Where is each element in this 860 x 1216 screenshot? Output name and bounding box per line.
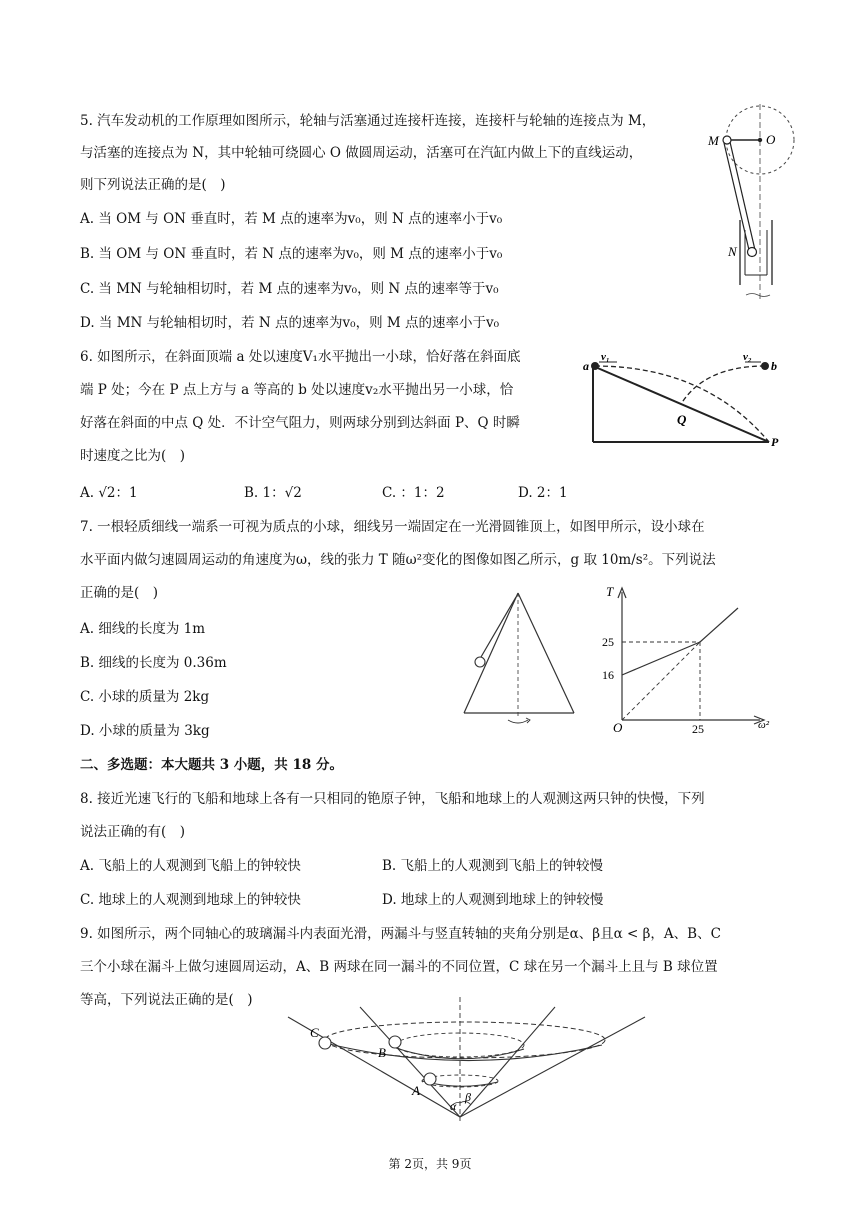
q7-stem-line-3: 正确的是( )	[80, 585, 159, 601]
q6-incline-figure	[585, 350, 785, 450]
q5-option-b: B. 当 OM 与 ON 垂直时，若 N 点的速率为v₀，则 M 点的速率小于v₀	[80, 246, 503, 262]
q5-option-c: C. 当 MN 与轮轴相切时，若 M 点的速率为v₀，则 N 点的速率等于v₀	[80, 281, 499, 297]
q6-stem-line-1: 6. 如图所示，在斜面顶端 a 处以速度V₁水平抛出一小球，恰好落在斜面底	[80, 349, 521, 365]
q6-option-b: B. 1：√2	[244, 485, 302, 501]
q9-funnel-figure	[280, 995, 660, 1125]
q9-label-a: A	[412, 1083, 420, 1098]
q6-label-v1: v₁	[601, 351, 610, 363]
q6-label-p: P	[771, 435, 779, 449]
q5-engine-figure	[700, 100, 805, 310]
q5-label-n: N	[728, 244, 737, 259]
q7-option-b: B. 细线的长度为 0.36m	[80, 655, 227, 671]
q6-label-b: b	[771, 359, 777, 373]
q9-stem-line-3: 等高，下列说法正确的是( )	[80, 992, 253, 1008]
q7-option-d: D. 小球的质量为 3kg	[80, 723, 210, 739]
q6-label-a: a	[583, 359, 589, 373]
q8-option-c: C. 地球上的人观测到地球上的钟较快	[80, 892, 301, 908]
q7-cone-figure	[460, 585, 580, 730]
q6-option-d: D. 2：1	[518, 485, 568, 501]
page-number: 第 2页，共 9页	[388, 1157, 472, 1171]
q5-label-o: O	[766, 132, 776, 147]
q7-graph-tick-25-y: 25	[602, 635, 614, 649]
q9-label-beta: β	[465, 1090, 471, 1104]
q7-graph-x-label: ω²	[758, 719, 770, 731]
q6-stem-line-4: 时速度之比为( )	[80, 448, 186, 464]
q5-label-m: M	[708, 133, 719, 148]
q7-option-c: C. 小球的质量为 2kg	[80, 689, 210, 705]
q7-graph-y-label: T	[606, 584, 614, 599]
q7-graph-tick-25-x: 25	[692, 722, 704, 736]
q9-label-b: B	[378, 1045, 386, 1060]
q6-stem-line-3: 好落在斜面的中点 Q 处．不计空气阻力，则两球分别到达斜面 P、Q 时瞬	[80, 415, 520, 431]
q6-stem-line-2: 端 P 处；今在 P 点上方与 a 等高的 b 处以速度v₂水平抛出另一小球，恰	[80, 382, 514, 398]
q6-label-v2: v₂	[743, 351, 752, 363]
section-2-title: 二、多选题：本大题共 3 小题，共 18 分。	[80, 757, 343, 773]
q7-stem-line-1: 7. 一根轻质细线一端系一可视为质点的小球，细线另一端固定在一光滑圆锥顶上，如图甲所示，设小球在	[80, 519, 705, 535]
q9-label-alpha: α	[450, 1099, 457, 1113]
q5-stem-line-3: 则下列说法正确的是( )	[80, 177, 226, 193]
q6-option-c: C. ：1：2	[382, 485, 445, 501]
q6-label-q: Q	[677, 412, 687, 427]
q8-stem-line-1: 8. 接近光速飞行的飞船和地球上各有一只相同的铯原子钟，飞船和地球上的人观测这两只钟的快慢，下列	[80, 791, 705, 807]
q5-stem-line-2: 与活塞的连接点为 N，其中轮轴可绕圆心 O 做圆周运动，活塞可在汽缸内做上下的直线运动，	[80, 145, 643, 161]
q8-option-d: D. 地球上的人观测到地球上的钟较慢	[382, 892, 604, 908]
q5-stem-line-1: 5. 汽车发动机的工作原理如图所示，轮轴与活塞通过连接杆连接，连接杆与轮轴的连接点为 M，	[80, 113, 656, 129]
q7-graph-tick-16-y: 16	[602, 668, 614, 682]
q9-stem-line-1: 9. 如图所示，两个同轴心的玻璃漏斗内表面光滑，两漏斗与竖直转轴的夹角分别是α、β且α < β，A、B、C	[80, 926, 721, 942]
q6-option-a: A. √2：1	[80, 485, 138, 501]
q7-tension-graph	[600, 580, 785, 735]
q5-option-d: D. 当 MN 与轮轴相切时，若 N 点的速率为v₀，则 M 点的速率小于v₀	[80, 315, 500, 331]
q8-stem-line-2: 说法正确的有( )	[80, 824, 186, 840]
q7-graph-origin: O	[613, 720, 623, 735]
q7-option-a: A. 细线的长度为 1m	[80, 621, 206, 637]
q8-option-a: A. 飞船上的人观测到飞船上的钟较快	[80, 858, 301, 874]
q7-stem-line-2: 水平面内做匀速圆周运动的角速度为ω，线的张力 T 随ω²变化的图像如图乙所示，g 取 10m/s²。下列说法	[80, 552, 716, 568]
q5-option-a: A. 当 OM 与 ON 垂直时，若 M 点的速率为v₀，则 N 点的速率小于v₀	[80, 211, 503, 227]
q9-label-c: C	[310, 1025, 319, 1040]
q8-option-b: B. 飞船上的人观测到飞船上的钟较慢	[382, 858, 604, 874]
q9-stem-line-2: 三个小球在漏斗上做匀速圆周运动，A、B 两球在同一漏斗的不同位置，C 球在另一个漏斗上且与 B 球位置	[80, 959, 718, 975]
